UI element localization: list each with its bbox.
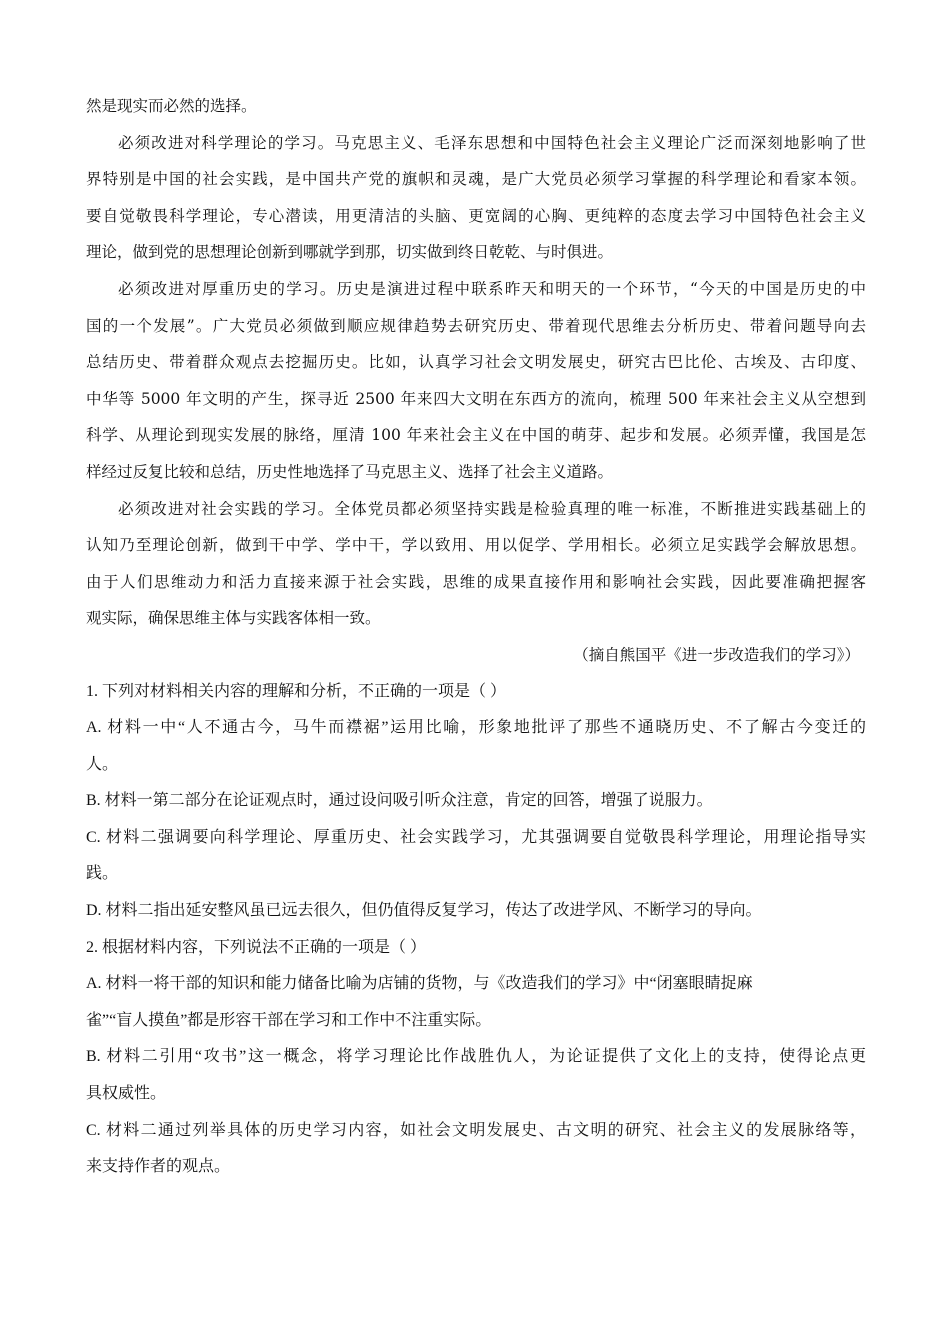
passage-line: 样经过反复比较和总结，历史性地选择了马克思主义、选择了社会主义道路。: [86, 462, 614, 481]
passage-line: 国的一个发展”。广大党员必须做到顺应规律趋势去研究历史、带着现代思维去分析历史、带着问题导向去: [86, 316, 866, 335]
question-option: C. 材料二强调要向科学理论、厚重历史、社会实践学习，尤其强调要自觉敬畏科学理论，用理论指导实: [86, 828, 866, 846]
question-option: A. 材料一将干部的知识和能力储备比喻为店铺的货物，与《改造我们的学习》中“闭塞眼睛捉麻: [86, 975, 753, 993]
passage-line: 理论，做到党的思想理论创新到哪就学到那，切实做到终日乾乾、与时俱进。: [86, 243, 614, 262]
document-body: [86, 88, 866, 1186]
question-option: B. 材料二引用“攻书”这一概念，将学习理论比作战胜仇人，为论证提供了文化上的支持，使得论点更: [86, 1048, 866, 1066]
passage-line: 中华等 5000 年文明的产生，探寻近 2500 年来四大文明在东西方的流向，梳理 500 年来社会主义从空想到: [86, 389, 866, 408]
question-option: A. 材料一中“人不通古今，马牛而襟裾”运用比喻，形象地批评了那些不通晓历史、不了解古今变迁的: [86, 719, 866, 737]
passage-line: 认知乃至理论创新，做到干中学、学中干，学以致用、用以促学、学用相长。必须立足实践学会解放思想。: [86, 536, 866, 555]
passage-line: 科学、从理论到现实发展的脉络，厘清 100 年来社会主义在中国的萌芽、起步和发展。必须弄懂，我国是怎: [86, 426, 866, 445]
question-option: B. 材料一第二部分在论证观点时，通过设问吸引听众注意，肯定的回答，增强了说服力。: [86, 792, 713, 810]
reading-passage: [86, 88, 866, 674]
question-option: 具权威性。: [86, 1085, 167, 1103]
question-stem: 1. 下列对材料相关内容的理解和分析，不正确的一项是（ ）: [86, 682, 507, 700]
passage-line: 必须改进对科学理论的学习。马克思主义、毛泽东思想和中国特色社会主义理论广泛而深刻地影响了世: [118, 133, 866, 152]
passage-line: 界特别是中国的社会实践，是中国共产党的旗帜和灵魂，是广大党员必须学习掌握的科学理论和看家本领。: [86, 170, 866, 189]
passage-source: （摘自熊国平《进一步改造我们的学习》）: [573, 645, 860, 664]
question-option: 来支持作者的观点。: [86, 1158, 231, 1176]
question-option: 践。: [86, 865, 119, 883]
question-option: 人。: [86, 755, 119, 773]
question-option: C. 材料二通过列举具体的历史学习内容，如社会文明发展史、古文明的研究、社会主义的发展脉络等，: [86, 1121, 866, 1139]
question-option: 雀”“盲人摸鱼”都是形容干部在学习和工作中不注重实际。: [86, 1011, 492, 1029]
passage-line: 必须改进对厚重历史的学习。历史是演进过程中联系昨天和明天的一个环节，“今天的中国是历史的中: [118, 279, 866, 298]
question-section: [86, 674, 866, 1186]
passage-line: 要自觉敬畏科学理论，专心潜读，用更清洁的头脑、更宽阔的心胸、更纯粹的态度去学习中国特色社会主义: [86, 206, 866, 225]
passage-line: 观实际，确保思维主体与实践客体相一致。: [86, 609, 381, 628]
passage-line: 然是现实而必然的选择。: [86, 97, 257, 115]
passage-line: 必须改进对社会实践的学习。全体党员都必须坚持实践是检验真理的唯一标准，不断推进实践基础上的: [118, 499, 866, 518]
passage-line: 总结历史、带着群众观点去挖掘历史。比如，认真学习社会文明发展史，研究古巴比伦、古埃及、古印度、: [86, 353, 866, 372]
passage-line: 由于人们思维动力和活力直接来源于社会实践，思维的成果直接作用和影响社会实践，因此要准确把握客: [86, 572, 866, 591]
question-stem: 2. 根据材料内容，下列说法不正确的一项是（ ）: [86, 938, 427, 956]
question-option: D. 材料二指出延安整风虽已远去很久，但仍值得反复学习，传达了改进学风、不断学习的导向。: [86, 902, 762, 920]
